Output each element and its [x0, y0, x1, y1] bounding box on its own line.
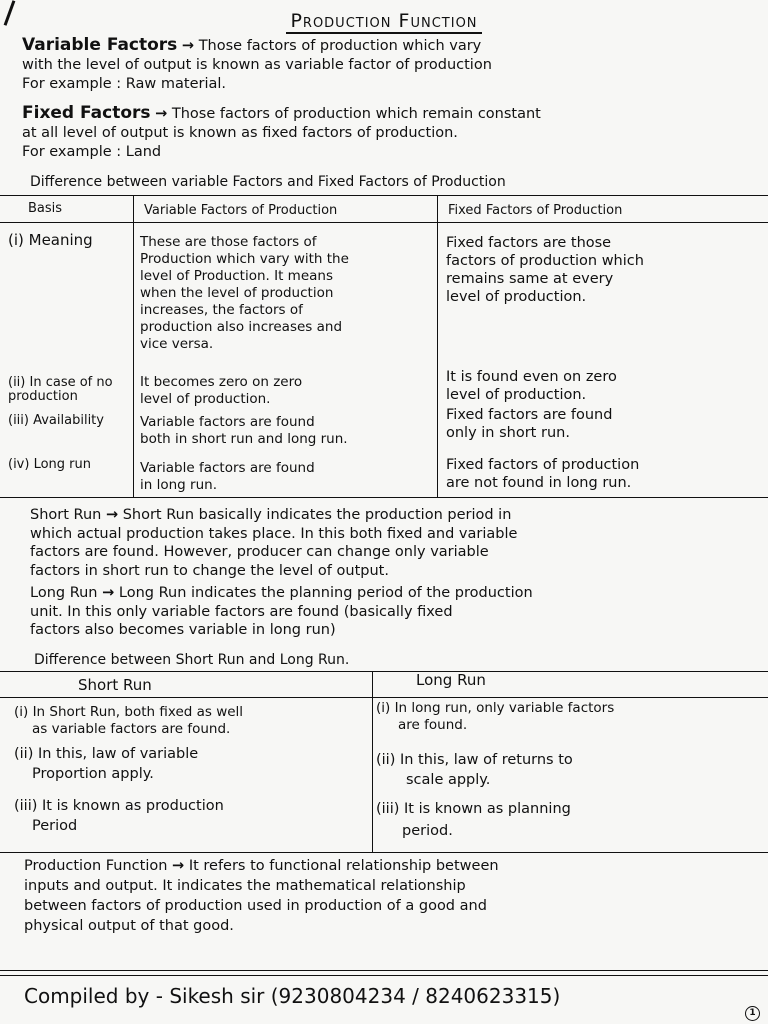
variable-meaning: These are those factors of Production which vary with the level of Production. It means when the level of production increases, the factors of production also increases and vice versa.: [140, 234, 349, 352]
header-basis: Basis: [28, 201, 63, 216]
definition-line: with the level of output is known as variable factor of production: [22, 57, 492, 73]
table1-heading: Difference between variable Factors and Fixed Factors of Production: [30, 174, 506, 190]
long-run-term: Long Run: [30, 585, 98, 601]
compiled-by-footer: Compiled by - Sikesh sir (9230804234 / 8240623315): [24, 984, 561, 1008]
variable-factors-term: Variable Factors: [22, 35, 178, 55]
example-line: For example : Land: [22, 144, 162, 160]
divider: [0, 195, 768, 196]
basis-no-production: (ii) In case of no production: [8, 375, 113, 404]
short-run-point-3: (iii) It is known as production Period: [14, 798, 224, 834]
long-run-definition: Long Run → Long Run indicates the planning period of the production unit. In this only variable factors are found (basically fixed factors also becomes variable in long run): [30, 585, 533, 638]
divider: [133, 195, 134, 497]
fixed-no-production: It is found even on zero level of production.: [446, 369, 617, 403]
example-line: For example : Raw material.: [22, 76, 227, 92]
variable-factors-definition: Variable Factors → Those factors of production which vary with the level of output is known as variable factor of production For example : Raw material.: [22, 36, 752, 94]
header-short-run: Short Run: [78, 676, 152, 694]
header-variable: Variable Factors of Production: [144, 203, 338, 218]
short-run-term: Short Run: [30, 507, 102, 523]
basis-long-run: (iv) Long run: [8, 457, 91, 472]
definition-line: Those factors of production which remain constant: [171, 106, 541, 122]
divider: [0, 222, 768, 223]
production-function-definition: Production Function → It refers to functional relationship between inputs and output. It indicates the mathematical relationship between factors of production used in production of a good and physical output of that good.: [24, 858, 499, 934]
divider: [0, 497, 768, 498]
short-run-definition: Short Run → Short Run basically indicates the production period in which actual production takes place. In this both fixed and variable factors are found. However, producer can change only variable factors in short run to change the level of output.: [30, 507, 518, 579]
variable-long-run: Variable factors are found in long run.: [140, 460, 315, 493]
variable-no-production: It becomes zero on zero level of production.: [140, 374, 303, 407]
fixed-factors-definition: Fixed Factors → Those factors of production which remain constant at all level of output is known as fixed factors of production. For example : Land: [22, 104, 752, 162]
footer-divider: [0, 975, 768, 976]
fixed-long-run: Fixed factors of production are not found in long run.: [446, 457, 640, 491]
basis-meaning: (i) Meaning: [8, 231, 93, 249]
short-run-point-1: (i) In Short Run, both fixed as well as variable factors are found.: [14, 704, 244, 737]
header-long-run: Long Run: [416, 671, 486, 689]
variable-availability: Variable factors are found both in short run and long run.: [140, 414, 348, 447]
long-run-point-2: (ii) In this, law of returns to scale apply.: [376, 752, 573, 788]
fixed-availability: Fixed factors are found only in short run.: [446, 407, 613, 441]
divider: [0, 697, 768, 698]
divider: [0, 852, 768, 853]
short-run-point-2: (ii) In this, law of variable Proportion apply.: [14, 746, 199, 782]
table2-heading: Difference between Short Run and Long Run.: [34, 652, 350, 668]
header-fixed: Fixed Factors of Production: [448, 203, 623, 218]
divider: [437, 195, 438, 497]
divider: [372, 671, 373, 852]
basis-availability: (iii) Availability: [8, 413, 104, 428]
long-run-point-1: (i) In long run, only variable factors are found.: [376, 700, 615, 733]
divider: [0, 671, 768, 672]
production-function-term: Production Function: [24, 858, 168, 874]
fixed-factors-term: Fixed Factors: [22, 103, 151, 123]
footer-divider: [0, 970, 768, 971]
page-number: 1: [745, 1006, 760, 1021]
definition-line: at all level of output is known as fixed factors of production.: [22, 125, 458, 141]
definition-line: Those factors of production which vary: [198, 38, 482, 54]
page-title: Production Function: [0, 10, 768, 32]
fixed-meaning: Fixed factors are those factors of production which remains same at every level of production.: [446, 235, 644, 305]
long-run-point-3: (iii) It is known as planning period.: [376, 801, 571, 839]
